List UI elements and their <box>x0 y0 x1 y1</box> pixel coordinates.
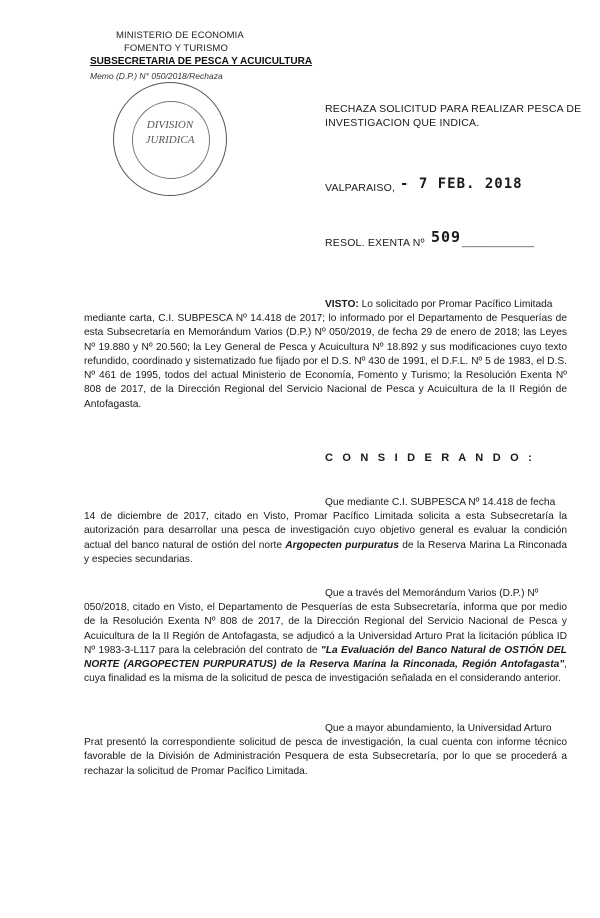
resolution-title-line-2: INVESTIGACION QUE INDICA. <box>325 117 480 129</box>
memo-reference: Memo (D.P.) N° 050/2018/Rechaza <box>90 71 223 81</box>
visto-body: mediante carta, C.I. SUBPESCA Nº 14.418 de 2017; lo informado por el Departamento de Pesquerías de esta Subsecretaría en Memorándum Varios (D.P.) Nº 050/2019, de fecha 29 de enero de 2018; las Leyes Nº 19.880 y Nº 20.560; la Ley General de Pesca y Acuicultura Nº 18.892 y sus modificaciones cuyo texto refundido, coordinado y sistematizado fue fijado por el D.S. Nº 430 de 1991, el D.F.L. Nº 5 de 1983, el D.S. Nº 461 de 1995, todos del actual Ministerio de Economía, Fomento y Turismo; la Resolución Exenta Nº 808 de 2017, de la Dirección Regional del Servicio Nacional de Pesca y Acuicultura de la II Región de Antofagasta. <box>84 313 567 410</box>
stamp-line-1: DIVISION <box>146 119 194 131</box>
considerando-2-text-a: 050/2018, citado en Visto, el Departamento de Pesquerías de esta Subsecretaría, informa que por medio de la Resolución Exenta Nº 808 de 2017, de la Dirección Regional del Servicio Nacional de Pesca y Acuicultura de la II Región de Antofagasta, se adjudicó a la Universidad Arturo Prat la licitación pública ID Nº 1983-3-L117 para la celebración del contrato de <box>84 602 567 656</box>
considerando-heading: C O N S I D E R A N D O : <box>325 452 535 464</box>
visto-keyword: VISTO: <box>325 299 359 310</box>
resolution-number: 509 <box>431 228 462 246</box>
considerando-2-body <box>84 601 567 687</box>
considerando-1-first-line: Que mediante C.I. SUBPESCA Nº 14.418 de fecha <box>325 497 556 508</box>
resolution-title-line-1: RECHAZA SOLICITUD PARA REALIZAR PESCA DE <box>325 103 582 115</box>
date-label: VALPARAISO, <box>325 182 396 194</box>
resolution-number-blank: ____________ <box>462 236 535 248</box>
considerando-3-first-line: Que a mayor abundamiento, la Universidad Arturo <box>325 723 552 734</box>
species-name: Argopecten purpuratus <box>285 539 399 551</box>
date-value: - 7 FEB. 2018 <box>400 176 523 192</box>
contract-title: "La Evaluación del Banco Natural de OSTIÓN DEL NORTE (ARGOPECTEN PURPURATUS) de la Reserva Marina la Rinconada, Región Antofagasta" <box>84 644 567 671</box>
ministry-name: MINISTERIO DE ECONOMIA <box>116 30 244 41</box>
considerando-2-text-b: , cuya finalidad es la misma de la solicitud de pesca de investigación señalada en el considerando anterior. <box>84 659 567 685</box>
stamp-line-2: JURIDICA <box>145 134 195 146</box>
considerando-3-body: Prat presentó la correspondiente solicitud de pesca de investigación, la cual cuenta con informe técnico favorable de la División de Administración Pesquera de esta Subsecretaría, por lo que se procederá a rechazar la solicitud de Promar Pacífico Limitada. <box>84 737 567 777</box>
visto-first-line <box>325 298 565 312</box>
ministry-subtitle: FOMENTO Y TURISMO <box>124 43 228 54</box>
considerando-1-text-b: de la Reserva Marina La Rinconada y especies secundarias. <box>84 539 568 565</box>
visto-first-text: Lo solicitado por Promar Pacífico Limitada <box>361 299 553 310</box>
subsecretaria-name: SUBSECRETARIA DE PESCA Y ACUICULTURA <box>90 56 313 67</box>
division-juridica-stamp <box>113 82 227 196</box>
considerando-2-first-line: Que a través del Memorándum Varios (D.P.) Nº <box>325 588 539 599</box>
considerando-1-body <box>84 510 567 567</box>
considerando-1-text-a: 14 de diciembre de 2017, citado en Visto, Promar Pacífico Limitada solicita a esta Subsecretaría la autorización para desarrollar una pesca de investigación cuyo objetivo general es evaluar la condición actual del banco natural de ostión del norte <box>84 511 567 551</box>
resolution-label: RESOL. EXENTA Nº <box>325 237 425 249</box>
